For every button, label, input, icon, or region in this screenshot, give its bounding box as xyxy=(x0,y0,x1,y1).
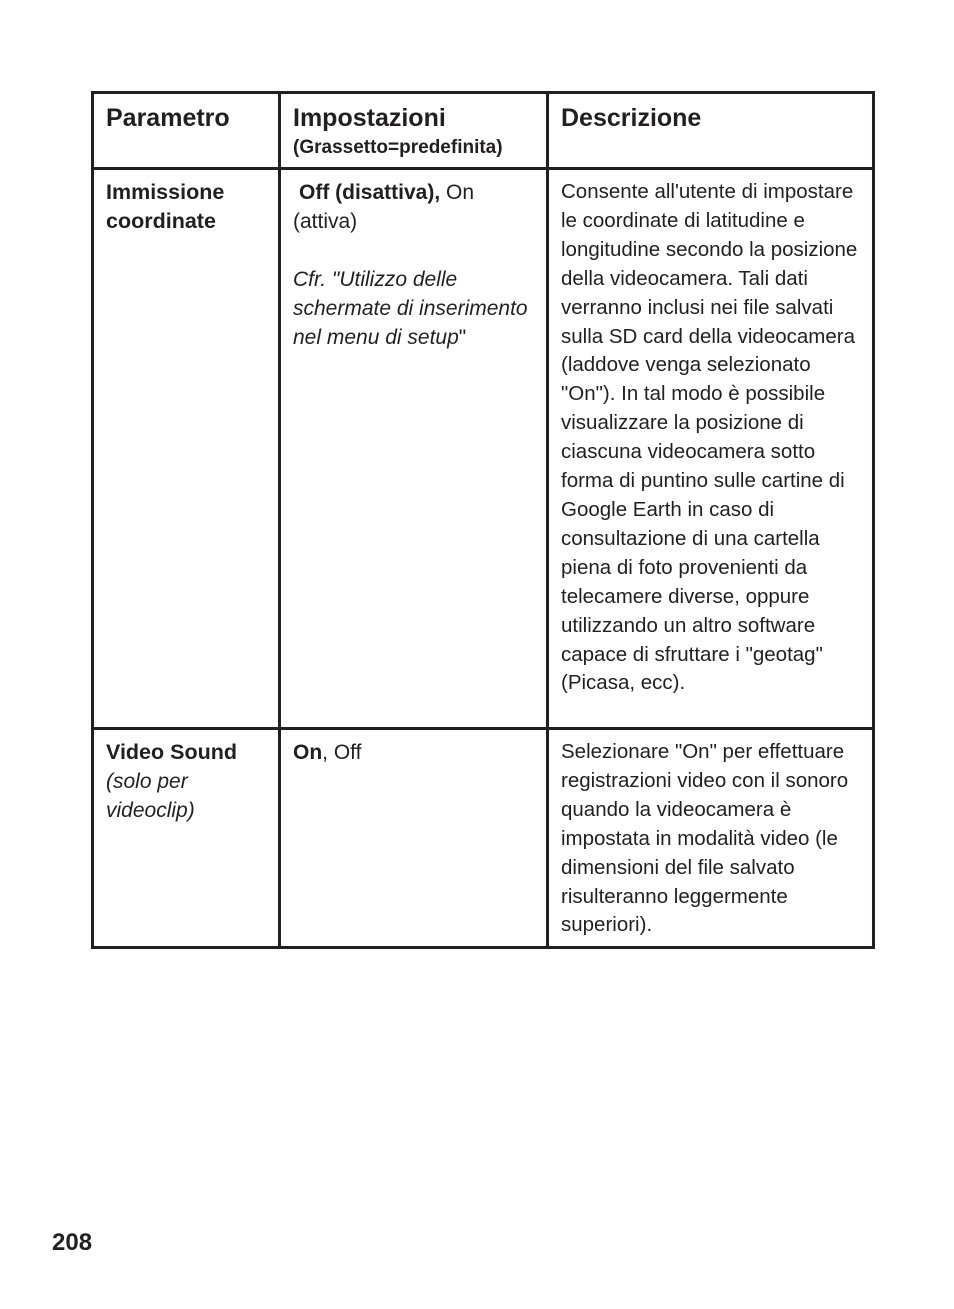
table-row xyxy=(93,169,874,729)
reference-prefix: Cfr. " xyxy=(293,268,340,291)
parameter-name: Immissione coordinate xyxy=(106,180,225,233)
header-parametro-label: Parametro xyxy=(106,104,230,132)
other-setting: On (attiva) xyxy=(293,181,475,233)
table-row xyxy=(93,729,874,948)
parameter-note: (solo per videoclip) xyxy=(106,770,195,822)
settings-cell xyxy=(280,729,548,948)
header-parametro xyxy=(93,93,280,169)
parameter-cell xyxy=(93,169,280,729)
header-impostazioni xyxy=(280,93,548,169)
reference-title: Utilizzo delle schermate di inserimento nel menu di setup xyxy=(293,268,528,349)
settings-cell xyxy=(280,169,548,729)
description-text: Consente all'utente di impostare le coordinate di latitudine e longitudine secondo la posizione della videocamera. Tali dati verranno inclusi nei file salvati sulla SD card della videocamera (laddove venga selezionato "On"). In tal modo è possibile visualizzare la posizione di ciascuna videocamera sotto forma di puntino sulle cartine di Google Earth in caso di consultazione di una cartella piena di foto provenienti da telecamere diverse, oppure utilizzando un altro software capace di sfruttare i "geotag" (Picasa, ecc). xyxy=(561,180,858,695)
parameter-name: Video Sound xyxy=(106,740,237,764)
table-header-row xyxy=(93,93,874,169)
header-descrizione-label: Descrizione xyxy=(561,104,702,132)
default-setting: Off (disattiva), xyxy=(299,181,441,204)
parameter-cell xyxy=(93,729,280,948)
header-impostazioni-note: (Grassetto=predefinita) xyxy=(293,137,503,158)
reference-suffix: " xyxy=(458,326,467,349)
parameters-table xyxy=(91,91,875,949)
description-cell xyxy=(548,729,874,948)
description-cell xyxy=(548,169,874,729)
description-text: Selezionare "On" per effettuare registrazioni video con il sonoro quando la videocamera è impostata in modalità video (le dimensioni del file salvato risulteranno leggermente superiori). xyxy=(561,740,849,937)
other-setting: , Off xyxy=(322,741,362,764)
page-number: 208 xyxy=(52,1229,93,1256)
header-impostazioni-label: Impostazioni xyxy=(293,104,446,132)
header-descrizione xyxy=(548,93,874,169)
default-setting: On xyxy=(293,741,323,764)
